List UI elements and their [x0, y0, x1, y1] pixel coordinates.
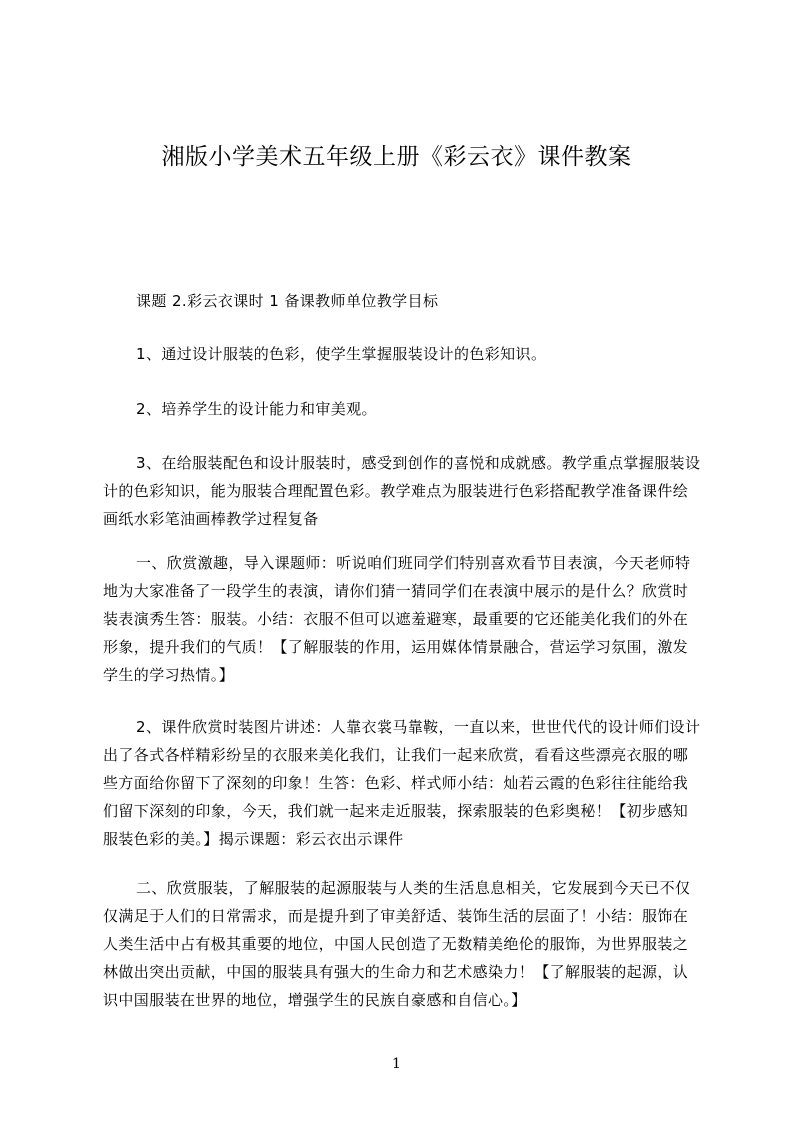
document-title: 湘版小学美术五年级上册《彩云衣》课件教案 [161, 144, 632, 170]
lesson-subject-line: 课题 2.彩云衣课时 1 备课教师单位教学目标 [136, 292, 439, 310]
page-number: 1 [392, 1056, 401, 1072]
objective-2-paragraph: 2、培养学生的设计能力和审美观。 [136, 400, 377, 418]
section-2-paragraph: 2、课件欣赏时装图片讲述：人靠衣裳马靠鞍，一直以来，世世代代的设计师们设计出了各式各样精彩纷呈的衣服来美化我们，让我们一起来欣赏，看看这些漂亮衣服的哪些方面给你留下了深刻的印象！生答：色彩、样式师小结：灿若云霞的色彩往往能给我们留下深刻的印象，今天，我们就一起来走近服装，探索服装的色彩奥秘！【初步感知服装色彩的美。】揭示课题：彩云衣出示课件 [103, 718, 701, 848]
objective-3-paragraph: 3、在给服装配色和设计服装时，感受到创作的喜悦和成就感。教学重点掌握服装设计的色彩知识，能为服装合理配置色彩。教学难点为服装进行色彩搭配教学准备课件绘画纸水彩笔油画棒教学过程复备 [103, 454, 701, 528]
section-3-paragraph: 二、欣赏服装，了解服装的起源服装与人类的生活息息相关，它发展到今天已不仅仅满足于人们的日常需求，而是提升到了审美舒适、装饰生活的层面了！小结：服饰在人类生活中占有极其重要的地位，中国人民创造了无数精美绝伦的服饰，为世界服装之林做出突出贡献，中国的服装具有强大的生命力和艺术感染力！【了解服装的起源，认识中国服装在世界的地位，增强学生的民族自豪感和自信心。】 [103, 879, 691, 1009]
objective-1-paragraph: 1、通过设计服装的色彩，使学生掌握服装设计的色彩知识。 [136, 345, 547, 363]
section-1-paragraph: 一、欣赏激趣，导入课题师：听说咱们班同学们特别喜欢看节目表演，今天老师特地为大家准备了一段学生的表演，请你们猜一猜同学们在表演中展示的是什么？欣赏时装表演秀生答：服装。小结：衣服不但可以遮羞避寒，最重要的它还能美化我们的外在形象，提升我们的气质！【了解服装的作用，运用媒体情景融合，营运学习氛围，激发学生的学习热情。】 [103, 554, 691, 684]
